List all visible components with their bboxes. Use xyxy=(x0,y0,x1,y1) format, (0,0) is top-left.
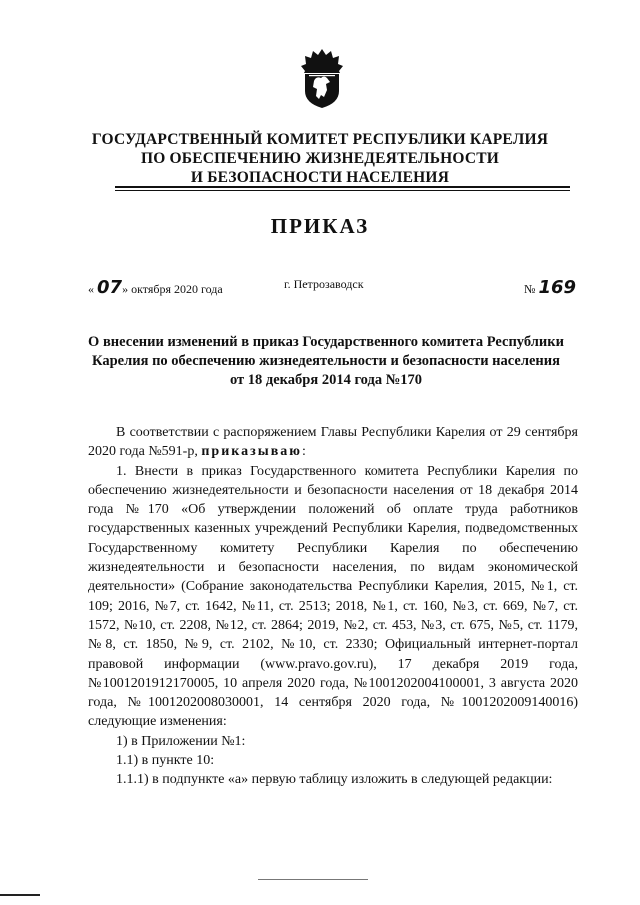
number-label: № xyxy=(524,282,536,296)
header-rule-thin xyxy=(115,190,570,191)
order-place: г. Петрозаводск xyxy=(284,277,364,291)
order-date xyxy=(88,277,223,298)
preamble-colon: : xyxy=(301,444,306,460)
paragraph-item-1-1: 1) в Приложении №1: xyxy=(116,733,246,749)
date-quote-open: « xyxy=(88,282,94,296)
organization-name-line-3: И БЕЗОПАСНОСТИ НАСЕЛЕНИЯ xyxy=(190,169,450,186)
footer-divider xyxy=(258,879,368,880)
karelia-coat-of-arms-icon xyxy=(300,47,344,109)
paragraph-preamble xyxy=(88,423,578,462)
order-number xyxy=(524,277,576,298)
order-verb: приказываю xyxy=(201,444,302,460)
handwritten-number: 169 xyxy=(538,277,577,298)
order-body xyxy=(88,423,578,790)
organization-name-line-1: ГОСУДАРСТВЕННЫЙ КОМИТЕТ РЕСПУБЛИКИ КАРЕЛИЯ xyxy=(91,131,549,148)
handwritten-day: 07 xyxy=(97,277,123,298)
organization-name-line-2: ПО ОБЕСПЕЧЕНИЮ ЖИЗНЕДЕЯТЕЛЬНОСТИ xyxy=(140,150,500,167)
paragraph-item-1-1-1-1: 1.1.1) в подпункте «а» первую таблицу изложить в следующей редакции: xyxy=(116,772,553,788)
preamble-text: В соответствии с распоряжением Главы Республики Карелия от 29 сентября 2020 года №591-р, xyxy=(88,425,578,460)
paragraph-item-1: 1. Внести в приказ Государственного комитета Республики Карелия по обеспечению жизнедеятельности и безопасности населения от 18 декабря 2014 года №170 «Об утверждении положений об оплате труда работников государственных казенных учреждений Республики Карелия, подведомственных Государственному комитету Республики Карелия по обеспечению жизнедеятельности и безопасности населения, по видам экономической деятельности» (Собрание законодательства Республики Карелия, 2015, №1, ст. 109; 2016, №7, ст. 1642, №11, ст. 2513; 2018, №1, ст. 160, №3, ст. 669, №7, ст. 1572, №10, ст. 2208, №12, ст. 2864; 2019, №2, ст. 453, №3, ст. 675, №5, ст. 1179, №8, ст. 1850, №9, ст. 2102, №10, ст. 2330; Официальный интернет-портал правовой информации (www.pravo.gov.ru), 17 декабря 2019 года, №1001201912170005, 10 апреля 2020 года, №1001202004100001, 3 августа 2020 года, №1001202008030001, 14 сентября 2020 года, №1001202009140016) следующие изменения: xyxy=(88,463,578,730)
date-month-year: » октября 2020 года xyxy=(122,282,223,296)
subject-line-1: О внесении изменений в приказ Государственного комитета Республики xyxy=(88,334,564,350)
subject-line-3: от 18 декабря 2014 года №170 xyxy=(229,372,423,388)
document-title: ПРИКАЗ xyxy=(270,214,370,238)
header-rule-thick xyxy=(115,186,570,188)
subject-line-2: Карелия по обеспечению жизнедеятельности и безопасности населения xyxy=(92,353,560,369)
scan-edge-mark xyxy=(0,894,40,896)
paragraph-item-1-1-1: 1.1) в пункте 10: xyxy=(116,753,215,769)
order-subject xyxy=(76,333,576,390)
